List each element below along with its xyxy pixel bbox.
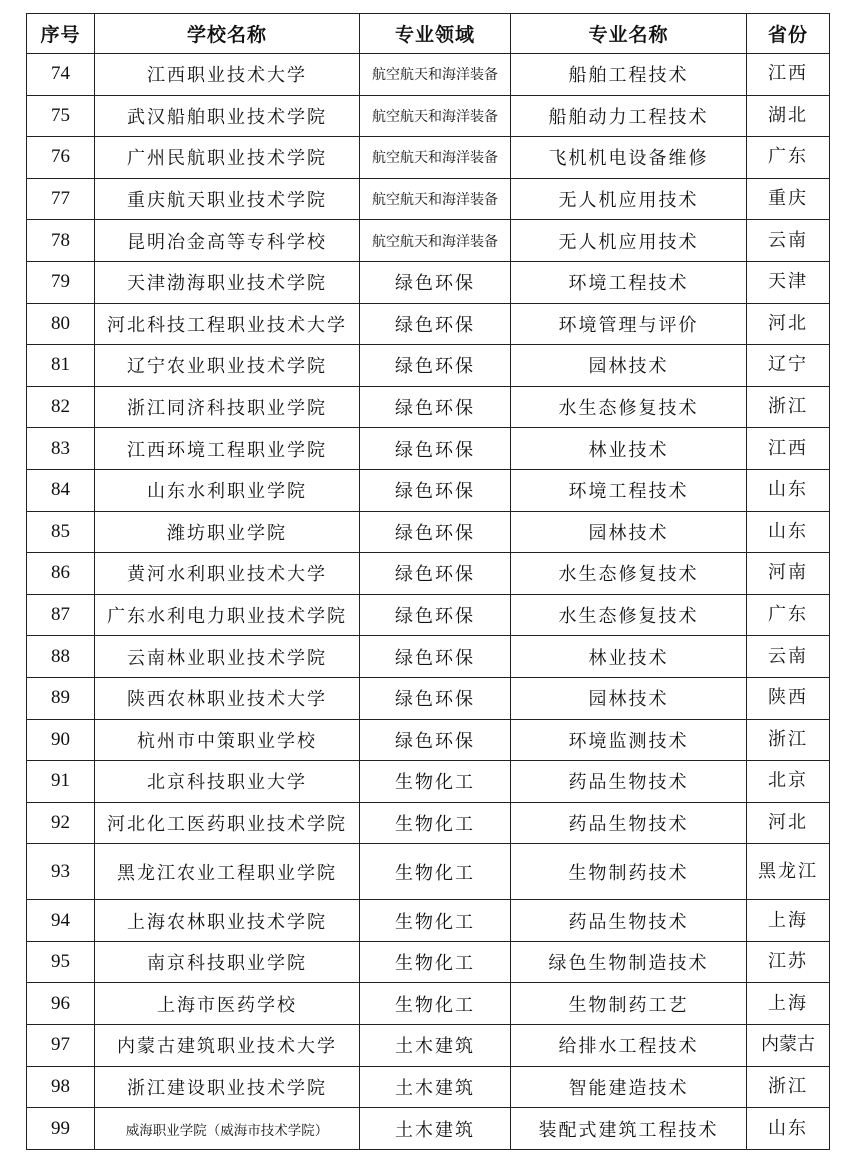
cell-major: 水生态修复技术 xyxy=(511,594,747,636)
schools-table xyxy=(26,13,830,1150)
table-container xyxy=(26,13,829,1150)
cell-no: 90 xyxy=(27,719,95,761)
cell-school: 陕西农林职业技术大学 xyxy=(95,677,360,719)
cell-major: 水生态修复技术 xyxy=(511,553,747,595)
cell-field: 生物化工 xyxy=(360,761,511,803)
cell-school: 河北科技工程职业技术大学 xyxy=(95,303,360,345)
cell-school: 浙江同济科技职业学院 xyxy=(95,386,360,428)
table-row xyxy=(27,469,830,511)
cell-major: 船舶工程技术 xyxy=(511,54,747,96)
cell-province: 河南 xyxy=(747,553,830,595)
cell-province: 广东 xyxy=(747,137,830,179)
cell-school: 广东水利电力职业技术学院 xyxy=(95,594,360,636)
cell-field: 绿色环保 xyxy=(360,719,511,761)
cell-province: 湖北 xyxy=(747,95,830,137)
cell-no: 93 xyxy=(27,844,95,900)
table-body xyxy=(27,54,830,1150)
table-row xyxy=(27,303,830,345)
cell-no: 82 xyxy=(27,386,95,428)
cell-major: 水生态修复技术 xyxy=(511,386,747,428)
header-row xyxy=(27,14,830,54)
cell-field: 绿色环保 xyxy=(360,345,511,387)
cell-field: 航空航天和海洋装备 xyxy=(360,178,511,220)
cell-field: 绿色环保 xyxy=(360,677,511,719)
cell-province: 重庆 xyxy=(747,178,830,220)
cell-province: 陕西 xyxy=(747,677,830,719)
table-row xyxy=(27,900,830,942)
cell-province: 广东 xyxy=(747,594,830,636)
cell-field: 生物化工 xyxy=(360,844,511,900)
cell-school: 内蒙古建筑职业技术大学 xyxy=(95,1025,360,1067)
cell-no: 96 xyxy=(27,983,95,1025)
cell-field: 航空航天和海洋装备 xyxy=(360,220,511,262)
table-row xyxy=(27,553,830,595)
cell-province: 山东 xyxy=(747,1108,830,1150)
cell-no: 83 xyxy=(27,428,95,470)
table-row xyxy=(27,178,830,220)
cell-major: 环境工程技术 xyxy=(511,469,747,511)
cell-major: 智能建造技术 xyxy=(511,1066,747,1108)
cell-no: 79 xyxy=(27,261,95,303)
cell-school: 南京科技职业学院 xyxy=(95,941,360,983)
cell-field: 生物化工 xyxy=(360,983,511,1025)
table-row xyxy=(27,594,830,636)
table-row xyxy=(27,261,830,303)
cell-field: 航空航天和海洋装备 xyxy=(360,95,511,137)
cell-school: 黑龙江农业工程职业学院 xyxy=(95,844,360,900)
cell-major: 环境工程技术 xyxy=(511,261,747,303)
table-row xyxy=(27,636,830,678)
cell-no: 78 xyxy=(27,220,95,262)
cell-no: 88 xyxy=(27,636,95,678)
cell-field: 土木建筑 xyxy=(360,1025,511,1067)
table-row xyxy=(27,1025,830,1067)
cell-school: 云南林业职业技术学院 xyxy=(95,636,360,678)
cell-school: 江西环境工程职业学院 xyxy=(95,428,360,470)
cell-province: 上海 xyxy=(747,983,830,1025)
cell-school: 北京科技职业大学 xyxy=(95,761,360,803)
cell-major: 环境监测技术 xyxy=(511,719,747,761)
cell-school: 昆明冶金高等专科学校 xyxy=(95,220,360,262)
cell-major: 园林技术 xyxy=(511,511,747,553)
table-header xyxy=(27,14,830,54)
header-field: 专业领域 xyxy=(360,14,511,54)
cell-major: 无人机应用技术 xyxy=(511,220,747,262)
cell-field: 绿色环保 xyxy=(360,469,511,511)
cell-no: 86 xyxy=(27,553,95,595)
table-row xyxy=(27,719,830,761)
table-row xyxy=(27,511,830,553)
cell-school: 威海职业学院（威海市技术学院） xyxy=(95,1108,360,1150)
header-province: 省份 xyxy=(747,14,830,54)
cell-field: 绿色环保 xyxy=(360,594,511,636)
cell-school: 江西职业技术大学 xyxy=(95,54,360,96)
cell-province: 黑龙江 xyxy=(747,844,830,900)
cell-major: 无人机应用技术 xyxy=(511,178,747,220)
cell-no: 85 xyxy=(27,511,95,553)
cell-school: 潍坊职业学院 xyxy=(95,511,360,553)
table-row xyxy=(27,95,830,137)
cell-major: 飞机机电设备维修 xyxy=(511,137,747,179)
cell-field: 绿色环保 xyxy=(360,511,511,553)
cell-school: 广州民航职业技术学院 xyxy=(95,137,360,179)
table-row xyxy=(27,941,830,983)
header-no: 序号 xyxy=(27,14,95,54)
cell-major: 装配式建筑工程技术 xyxy=(511,1108,747,1150)
cell-no: 76 xyxy=(27,137,95,179)
cell-province: 山东 xyxy=(747,469,830,511)
table-row xyxy=(27,983,830,1025)
cell-no: 89 xyxy=(27,677,95,719)
cell-major: 环境管理与评价 xyxy=(511,303,747,345)
cell-major: 药品生物技术 xyxy=(511,802,747,844)
cell-province: 江西 xyxy=(747,428,830,470)
cell-school: 上海市医药学校 xyxy=(95,983,360,1025)
cell-field: 土木建筑 xyxy=(360,1108,511,1150)
cell-field: 航空航天和海洋装备 xyxy=(360,54,511,96)
cell-no: 77 xyxy=(27,178,95,220)
cell-field: 绿色环保 xyxy=(360,303,511,345)
cell-major: 林业技术 xyxy=(511,636,747,678)
cell-field: 绿色环保 xyxy=(360,261,511,303)
table-row xyxy=(27,677,830,719)
cell-province: 浙江 xyxy=(747,386,830,428)
header-school: 学校名称 xyxy=(95,14,360,54)
cell-no: 99 xyxy=(27,1108,95,1150)
cell-field: 绿色环保 xyxy=(360,636,511,678)
table-row xyxy=(27,54,830,96)
cell-no: 80 xyxy=(27,303,95,345)
cell-no: 98 xyxy=(27,1066,95,1108)
cell-no: 74 xyxy=(27,54,95,96)
cell-province: 云南 xyxy=(747,636,830,678)
cell-field: 绿色环保 xyxy=(360,553,511,595)
table-row xyxy=(27,1066,830,1108)
cell-major: 园林技术 xyxy=(511,677,747,719)
cell-province: 山东 xyxy=(747,511,830,553)
cell-field: 绿色环保 xyxy=(360,386,511,428)
cell-no: 97 xyxy=(27,1025,95,1067)
table-row xyxy=(27,761,830,803)
table-row xyxy=(27,1108,830,1150)
cell-no: 95 xyxy=(27,941,95,983)
cell-major: 林业技术 xyxy=(511,428,747,470)
cell-school: 杭州市中策职业学校 xyxy=(95,719,360,761)
cell-school: 武汉船舶职业技术学院 xyxy=(95,95,360,137)
cell-school: 浙江建设职业技术学院 xyxy=(95,1066,360,1108)
cell-field: 生物化工 xyxy=(360,802,511,844)
cell-major: 药品生物技术 xyxy=(511,761,747,803)
cell-no: 91 xyxy=(27,761,95,803)
cell-major: 船舶动力工程技术 xyxy=(511,95,747,137)
header-major: 专业名称 xyxy=(511,14,747,54)
cell-field: 生物化工 xyxy=(360,941,511,983)
table-row xyxy=(27,137,830,179)
cell-province: 内蒙古 xyxy=(747,1025,830,1067)
cell-province: 河北 xyxy=(747,303,830,345)
table-row xyxy=(27,428,830,470)
table-row xyxy=(27,220,830,262)
cell-no: 75 xyxy=(27,95,95,137)
table-row xyxy=(27,345,830,387)
cell-province: 河北 xyxy=(747,802,830,844)
cell-no: 94 xyxy=(27,900,95,942)
cell-school: 山东水利职业学院 xyxy=(95,469,360,511)
cell-province: 天津 xyxy=(747,261,830,303)
cell-field: 土木建筑 xyxy=(360,1066,511,1108)
cell-no: 92 xyxy=(27,802,95,844)
cell-major: 给排水工程技术 xyxy=(511,1025,747,1067)
cell-province: 上海 xyxy=(747,900,830,942)
cell-major: 生物制药工艺 xyxy=(511,983,747,1025)
table-row xyxy=(27,844,830,900)
table-row xyxy=(27,386,830,428)
cell-school: 上海农林职业技术学院 xyxy=(95,900,360,942)
cell-province: 浙江 xyxy=(747,719,830,761)
cell-province: 浙江 xyxy=(747,1066,830,1108)
cell-no: 87 xyxy=(27,594,95,636)
cell-province: 北京 xyxy=(747,761,830,803)
cell-province: 云南 xyxy=(747,220,830,262)
cell-province: 辽宁 xyxy=(747,345,830,387)
table-row xyxy=(27,802,830,844)
cell-major: 绿色生物制造技术 xyxy=(511,941,747,983)
cell-major: 生物制药技术 xyxy=(511,844,747,900)
cell-major: 药品生物技术 xyxy=(511,900,747,942)
cell-school: 河北化工医药职业技术学院 xyxy=(95,802,360,844)
cell-major: 园林技术 xyxy=(511,345,747,387)
cell-field: 绿色环保 xyxy=(360,428,511,470)
cell-no: 84 xyxy=(27,469,95,511)
cell-school: 天津渤海职业技术学院 xyxy=(95,261,360,303)
cell-school: 黄河水利职业技术大学 xyxy=(95,553,360,595)
cell-province: 江苏 xyxy=(747,941,830,983)
cell-no: 81 xyxy=(27,345,95,387)
cell-field: 航空航天和海洋装备 xyxy=(360,137,511,179)
cell-field: 生物化工 xyxy=(360,900,511,942)
cell-school: 辽宁农业职业技术学院 xyxy=(95,345,360,387)
cell-school: 重庆航天职业技术学院 xyxy=(95,178,360,220)
cell-province: 江西 xyxy=(747,54,830,96)
